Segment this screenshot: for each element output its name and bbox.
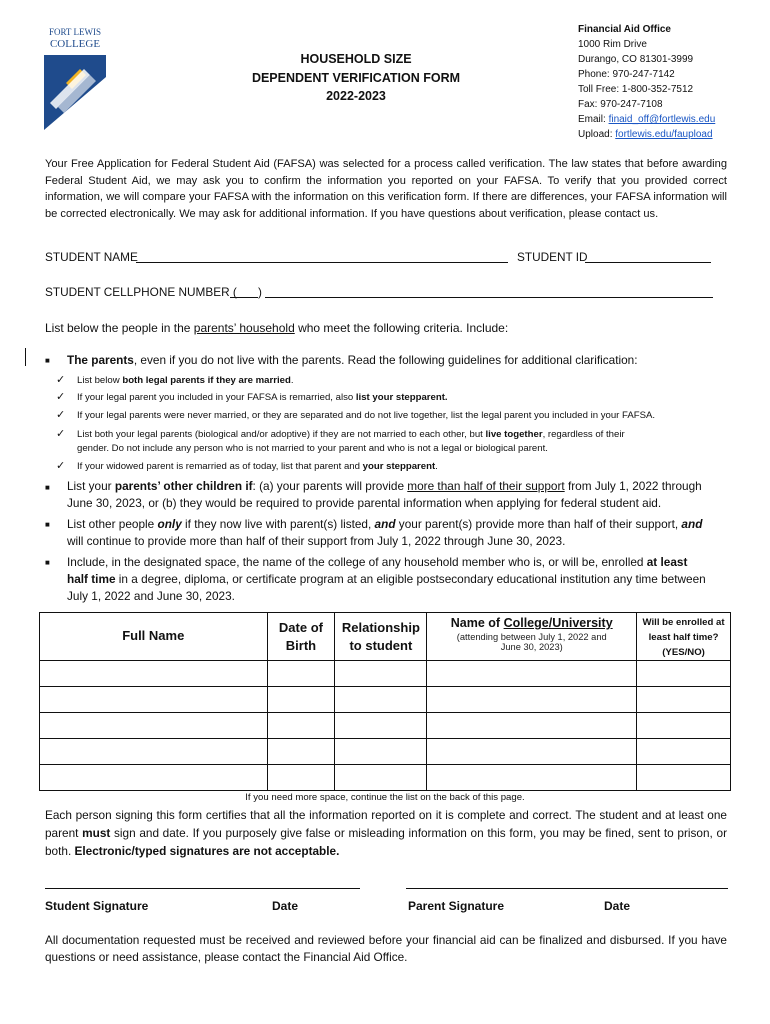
cell-dob[interactable]: [267, 765, 335, 791]
col-college-sub2: June 30, 2023): [500, 642, 563, 652]
col-relationship: [335, 613, 427, 661]
table-header-row: [40, 613, 731, 661]
col-dob-label-1: Date of: [278, 620, 323, 635]
c4-post: , regardless of their: [542, 429, 625, 440]
criteria-underlined: parents’ household: [193, 321, 295, 335]
intro-paragraph: Your Free Application for Federal Student Aid (FAFSA) was selected for a process called verification. The law states that before awarding Federal Student Aid, we may ask you to confirm the information you reported on your FAFSA. To verify that you provided correct information, we will compare your FAFSA with the information on this verification form. If there are differences, your FAFSA information will be corrected electronically. We may ask for additional information. If you have questions about verification, please contact us.: [45, 158, 727, 220]
cell-relationship[interactable]: [335, 713, 427, 739]
b3-post: your parent(s) provide more than half of their support,: [395, 517, 682, 531]
criteria-post: who meet the following criteria. Include:: [294, 321, 509, 335]
checkmark-icon: ✓: [56, 391, 66, 403]
col-relationship-label-1: Relationship: [341, 620, 420, 635]
cell-relationship[interactable]: [335, 765, 427, 791]
contact-info: [578, 22, 715, 142]
student-name-field[interactable]: [136, 262, 508, 263]
b3-mid: if they now live with parent(s) listed,: [181, 517, 375, 531]
col-college-pre: Name of: [450, 616, 504, 630]
c2-bold: list your stepparent.: [355, 392, 448, 403]
form-title: [230, 50, 482, 106]
cell-name[interactable]: [40, 765, 268, 791]
logo-text-line2: COLLEGE: [49, 38, 101, 50]
cell-name[interactable]: [40, 713, 268, 739]
cell-dob[interactable]: [267, 713, 335, 739]
footer-paragraph: All documentation requested must be received and reviewed before your financial aid can be finalized and disbursed. If you have questions or need assistance, please contact the Financial Aid Office.: [45, 933, 727, 964]
col-dob: [267, 613, 335, 661]
col-college-sub1: (attending between July 1, 2022 and: [456, 632, 607, 642]
cell-college[interactable]: [427, 713, 637, 739]
checkmark-icon: ✓: [56, 409, 66, 421]
bullet-square-icon: ■: [45, 483, 50, 492]
check-item-5: [77, 460, 438, 475]
cell-name[interactable]: [40, 661, 268, 687]
student-signature-line[interactable]: [45, 888, 360, 889]
criteria-intro: [45, 320, 508, 337]
check-item-3: If your legal parents were never married, or they are separated and do not live together, list the legal parent you included in your FAFSA.: [77, 410, 656, 421]
b3-bold3: and: [681, 517, 703, 531]
bullet-other-children-line2: June 30, 2023, or (b) they would be required to provide parental information when applying for federal student aid.: [67, 496, 662, 510]
col-relationship-label-2: to student: [349, 638, 413, 653]
certification-paragraph: [45, 806, 727, 860]
col-enrollment-label-2: least half time?: [648, 632, 719, 643]
b4-pre: Include, in the designated space, the name of the college of any household member who is, or will be, enrolled: [67, 555, 647, 569]
criteria-pre: List below the people in the: [45, 321, 194, 335]
parent-signature-line[interactable]: [406, 888, 728, 889]
address-line-1: 1000 Rim Drive: [578, 39, 647, 50]
cellphone-field[interactable]: [265, 297, 713, 298]
col-dob-label-2: Birth: [285, 638, 317, 653]
col-enrollment-label-3: (YES/NO): [662, 647, 705, 658]
household-table: [39, 612, 731, 791]
check-item-4-line2: gender. Do not include any person who is not married to your parent and who is not a legal or biological parent.: [77, 443, 548, 454]
cell-dob[interactable]: [267, 739, 335, 765]
toll-free: Toll Free: 1-800-352-7512: [578, 84, 694, 95]
student-signature-label: Student Signature: [45, 899, 149, 913]
parent-date-label: Date: [604, 899, 631, 913]
c2-pre: If your legal parent you included in your FAFSA is remarried, also: [77, 392, 356, 403]
area-code-field[interactable]: [230, 297, 258, 298]
cell-dob[interactable]: [267, 661, 335, 687]
cell-enrollment[interactable]: [637, 713, 731, 739]
col-college-underlined: College/University: [503, 616, 613, 630]
checkmark-icon: ✓: [56, 428, 66, 440]
b2-bold: parents’ other children if: [114, 479, 253, 493]
bullet-square-icon: ■: [45, 520, 50, 529]
bullet-square-icon: ■: [45, 356, 50, 365]
bullet-other-children: [67, 478, 702, 495]
cellphone-label: STUDENT CELLPHONE NUMBER (: [45, 285, 237, 299]
address-line-2: Durango, CO 81301-3999: [578, 54, 694, 65]
title-line-1: HOUSEHOLD SIZE: [300, 52, 412, 66]
c5-post: .: [435, 461, 438, 472]
c4-bold: live together: [485, 429, 543, 440]
phone: Phone: 970-247-7142: [578, 69, 675, 80]
cell-name[interactable]: [40, 739, 268, 765]
bullet-college: [67, 554, 687, 571]
table-row: [40, 765, 731, 791]
college-logo: [44, 25, 106, 130]
b4-bold2: half time: [67, 572, 116, 586]
c1-post: .: [290, 375, 294, 386]
col-college: [427, 613, 637, 661]
cell-relationship[interactable]: [335, 739, 427, 765]
bullet-college-line2: [67, 571, 706, 588]
bullet1-text: , even if you do not live with the parents. Read the following guidelines for additional clarification:: [133, 353, 638, 367]
check-item-1: [77, 374, 293, 389]
c5-bold: your stepparent: [362, 461, 436, 472]
b4-bold1: at least: [646, 555, 688, 569]
b2-mid: : (a) your parents will provide: [252, 479, 408, 493]
upload-row: [578, 127, 715, 142]
cell-enrollment[interactable]: [637, 765, 731, 791]
b2-post: from July 1, 2022 through: [564, 479, 702, 493]
c5-pre: If your widowed parent is remarried as of today, list that parent and: [77, 461, 363, 472]
bullet-other-people-line2: will continue to provide more than half of their support from July 1, 2022 through June 30, 2023.: [67, 534, 566, 548]
col-full-name-label: Full Name: [122, 628, 185, 643]
upload-label: Upload:: [578, 129, 616, 140]
student-id-field[interactable]: [585, 262, 711, 263]
checkmark-icon: ✓: [56, 374, 66, 386]
check-item-2: [77, 391, 448, 406]
col-full-name: [40, 613, 268, 661]
cell-dob[interactable]: [267, 687, 335, 713]
student-name-label: STUDENT NAME: [45, 250, 138, 264]
title-line-2: DEPENDENT VERIFICATION FORM: [251, 70, 461, 85]
office-name: Financial Aid Office: [578, 24, 671, 35]
student-id-label: STUDENT ID: [517, 250, 588, 264]
parent-signature-label: Parent Signature: [408, 899, 505, 913]
table-row: [40, 713, 731, 739]
check-item-4: [77, 428, 727, 443]
title-line-3: 2022-2023: [326, 89, 386, 103]
b3-pre: List other people: [67, 517, 158, 531]
b2-underlined: more than half of their support: [407, 479, 565, 493]
bullet1-bold: The parents: [67, 353, 134, 367]
fax: Fax: 970-247-7108: [578, 99, 663, 110]
cellphone-close-paren: ): [258, 285, 262, 299]
student-date-label: Date: [272, 899, 299, 913]
certify-pre: Each person signing this form certifies that all the information reported on it is complete and correct. The student and at least one parent: [45, 808, 727, 840]
certify-bold: must: [82, 826, 111, 840]
cell-enrollment[interactable]: [637, 739, 731, 765]
col-college-label: [427, 616, 636, 630]
bullet-parents: [67, 352, 638, 369]
c1-bold: both legal parents if they are married: [122, 375, 291, 386]
email-link[interactable]: finaid_off@fortlewis.edu: [608, 114, 716, 125]
col-enrollment: [637, 613, 731, 661]
table-note: If you need more space, continue the list on the back of this page.: [245, 792, 525, 803]
b4-line2: in a degree, diploma, or certificate program at an eligible postsecondary educational institution any time between: [115, 572, 706, 586]
cell-college[interactable]: [427, 687, 637, 713]
email-label: Email:: [578, 114, 609, 125]
email-row: [578, 112, 715, 127]
logo-text-line1: FORT LEWIS: [48, 27, 102, 37]
table-row: [40, 739, 731, 765]
bullet-college-line3: July 1, 2022 and June 30, 2023.: [67, 589, 235, 603]
cell-relationship[interactable]: [335, 687, 427, 713]
bullet-square-icon: ■: [45, 558, 50, 567]
b3-bold1: only: [157, 517, 182, 531]
upload-link[interactable]: fortlewis.edu/faupload: [615, 129, 713, 140]
bullet-other-people: [67, 516, 702, 533]
cell-enrollment[interactable]: [637, 687, 731, 713]
cell-enrollment[interactable]: [637, 661, 731, 687]
checkmark-icon: ✓: [56, 460, 66, 472]
table-row: [40, 661, 731, 687]
b3-bold2: and: [374, 517, 396, 531]
b2-pre: List your: [67, 479, 115, 493]
c1-pre: List below: [77, 375, 123, 386]
table-row: [40, 687, 731, 713]
cell-college[interactable]: [427, 661, 637, 687]
c4-pre: List both your legal parents (biological and/or adoptive) if they are not married to each other, but: [77, 429, 486, 440]
cell-college[interactable]: [427, 765, 637, 791]
text-cursor: [25, 348, 26, 366]
col-enrollment-label-1: Will be enrolled at: [642, 617, 725, 628]
cell-college[interactable]: [427, 739, 637, 765]
cell-relationship[interactable]: [335, 661, 427, 687]
certify-mid: sign and date. If you purposely give false or misleading information on this form, you may be fined, sent to prison, or both.: [45, 826, 727, 858]
cell-name[interactable]: [40, 687, 268, 713]
certify-bold2: Electronic/typed signatures are not acceptable.: [74, 844, 340, 858]
